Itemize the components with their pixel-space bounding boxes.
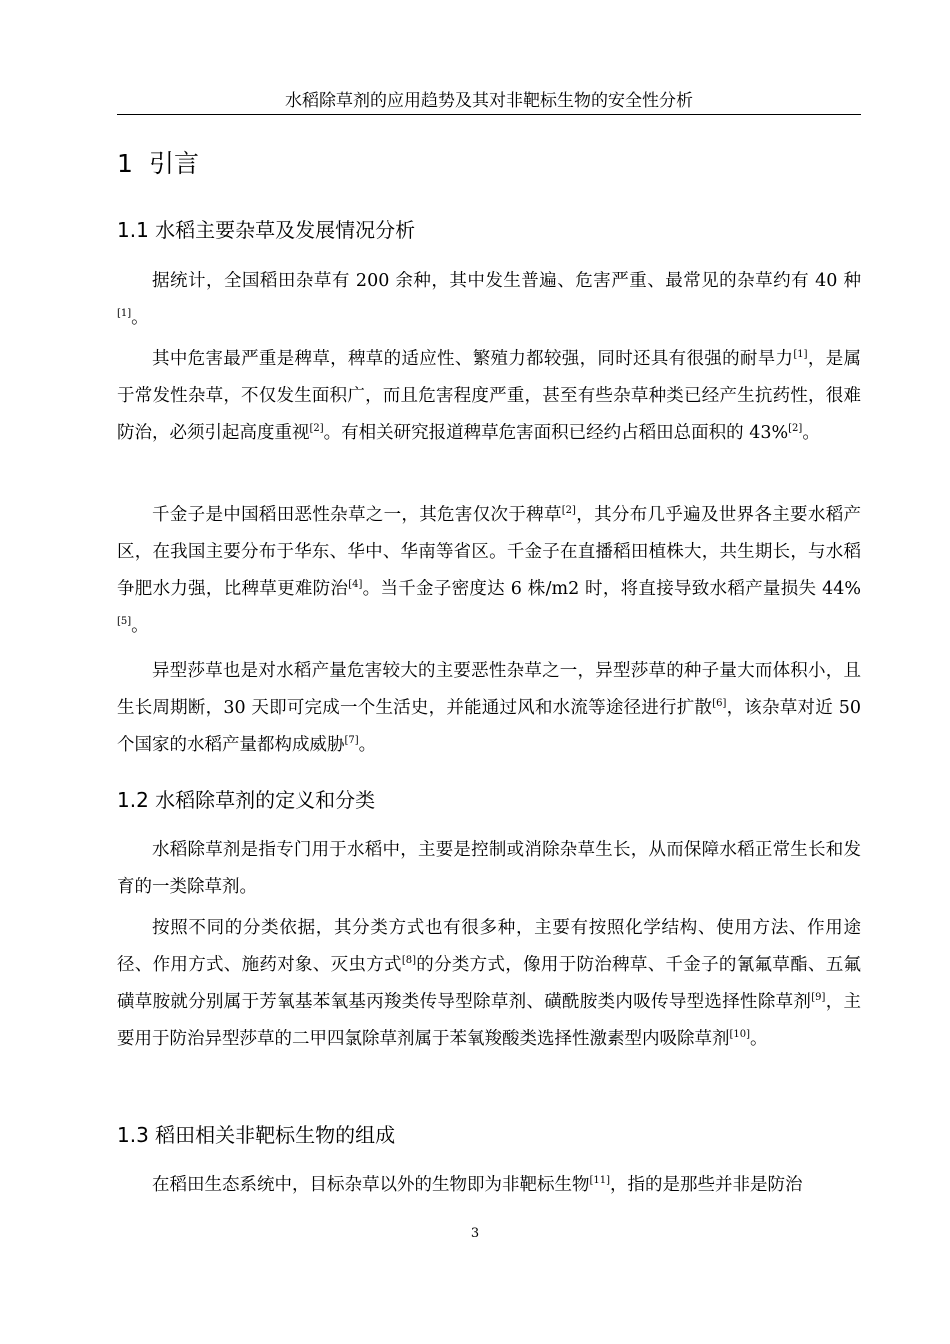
citation: [5]: [117, 616, 132, 628]
citation: [7]: [344, 735, 359, 747]
citation: [2]: [561, 505, 576, 517]
citation: [2]: [788, 423, 803, 435]
header-rule: [117, 114, 861, 115]
citation: [1]: [793, 349, 808, 361]
subsection-heading-1-2: 1.2 水稻除草剂的定义和分类: [117, 788, 376, 812]
paragraph: 据统计，全国稻田杂草有 200 余种，其中发生普遍、危害严重、最常见的杂草约有 40 种[1]。: [117, 271, 861, 328]
subsection-heading-1-1: 1.1 水稻主要杂草及发展情况分析: [117, 218, 416, 242]
citation: [2]: [309, 423, 324, 435]
section-number: 1: [117, 149, 133, 178]
citation: [4]: [348, 579, 363, 591]
citation: [8]: [401, 955, 416, 967]
paragraph: 按照不同的分类依据，其分类方式也有很多种，主要有按照化学结构、使用方法、作用途径、作用方式、施药对象、灭虫方式[8]的分类方式，像用于防治稗草、千金子的氰氟草酯、五氟磺草胺就分别属于芳氧基苯氧基丙羧类传导型除草剂、磺酰胺类内吸传导型选择性除草剂[9]，主要用于防治异型莎草的二甲四氯除草剂属于苯氧羧酸类选择性激素型内吸除草剂[10]。: [117, 918, 862, 1049]
page-number: 3: [470, 1226, 480, 1241]
citation: [6]: [712, 698, 727, 710]
running-header: 水稻除草剂的应用趋势及其对非靶标生物的安全性分析: [285, 91, 693, 111]
citation: [10]: [729, 1029, 751, 1041]
paragraph: 千金子是中国稻田恶性杂草之一，其危害仅次于稗草[2]，其分布几乎遍及世界各主要水稻产区，在我国主要分布于华东、华中、华南等省区。千金子在直播稻田植株大，共生期长，与水稻争肥水力强，比稗草更难防治[4]。当千金子密度达 6 株/m2 时，将直接导致水稻产量损失 44%[5]。: [117, 505, 862, 636]
citation: [11]: [589, 1175, 611, 1187]
citation: [9]: [811, 992, 826, 1004]
paragraph: 异型莎草也是对水稻产量危害较大的主要恶性杂草之一，异型莎草的种子量大而体积小，且生长周期断，30 天即可完成一个生活史，并能通过风和水流等途径进行扩散[6]，该杂草对近 50 个国家的水稻产量都构成威胁[7]。: [117, 661, 861, 755]
paragraph: 水稻除草剂是指专门用于水稻中，主要是控制或消除杂草生长，从而保障水稻正常生长和发育的一类除草剂。: [117, 840, 861, 897]
paragraph: 其中危害最严重是稗草，稗草的适应性、繁殖力都较强，同时还具有很强的耐旱力[1]，是属于常发性杂草，不仅发生面积广，而且危害程度严重，甚至有些杂草种类已经产生抗药性，很难防治，必须引起高度重视[2]。有相关研究报道稗草危害面积已经约占稻田总面积的 43%[2]。: [117, 349, 862, 443]
citation: [1]: [117, 308, 132, 320]
subsection-heading-1-3: 1.3 稻田相关非靶标生物的组成: [117, 1123, 396, 1147]
paragraph: 在稻田生态系统中，目标杂草以外的生物即为非靶标生物[11]，指的是那些并非是防治: [152, 1175, 803, 1195]
section-title: 引言: [149, 149, 200, 178]
section-heading-1: [117, 147, 199, 181]
